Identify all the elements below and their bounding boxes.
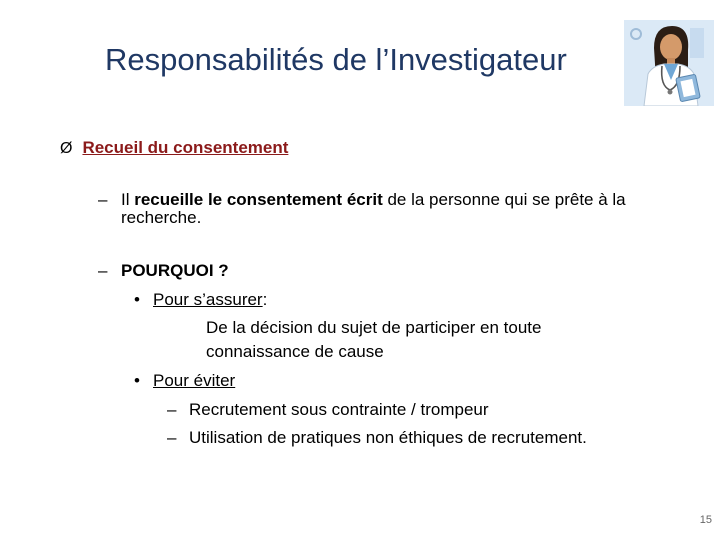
arrow-bullet-icon: Ø	[60, 140, 73, 157]
sub2-text: Utilisation de pratiques non éthiques de recrutement.	[189, 428, 587, 447]
item1-text-line1: Il recueille le consentement écrit de la personne qui se prête à la	[121, 190, 626, 209]
heading-label: Recueil du consentement	[82, 138, 289, 157]
sub1-text: Recrutement sous contrainte / trompeur	[189, 400, 489, 419]
item2-dash: –	[98, 261, 108, 280]
doctor-illustration-icon	[624, 20, 714, 106]
bullet1-text-line1: De la décision du sujet de participer en toute	[206, 318, 542, 337]
item1-dash: –	[98, 190, 108, 209]
item1-text-line2: recherche.	[121, 208, 202, 227]
bullet2-heading: Pour éviter	[153, 371, 236, 390]
item2-label: POURQUOI ?	[121, 261, 229, 280]
page-number: 15	[699, 514, 712, 526]
sub2-dash: –	[167, 428, 177, 447]
bullet1-text-line2: connaissance de cause	[206, 342, 384, 361]
bullet1-heading: Pour s’assurer:	[153, 290, 268, 309]
bullet2-dot: •	[134, 371, 140, 390]
slide-title: Responsabilités de l’Investigateur	[105, 42, 567, 77]
sub1-dash: –	[167, 400, 177, 419]
heading-consent	[60, 138, 288, 158]
bullet1-dot: •	[134, 290, 140, 309]
